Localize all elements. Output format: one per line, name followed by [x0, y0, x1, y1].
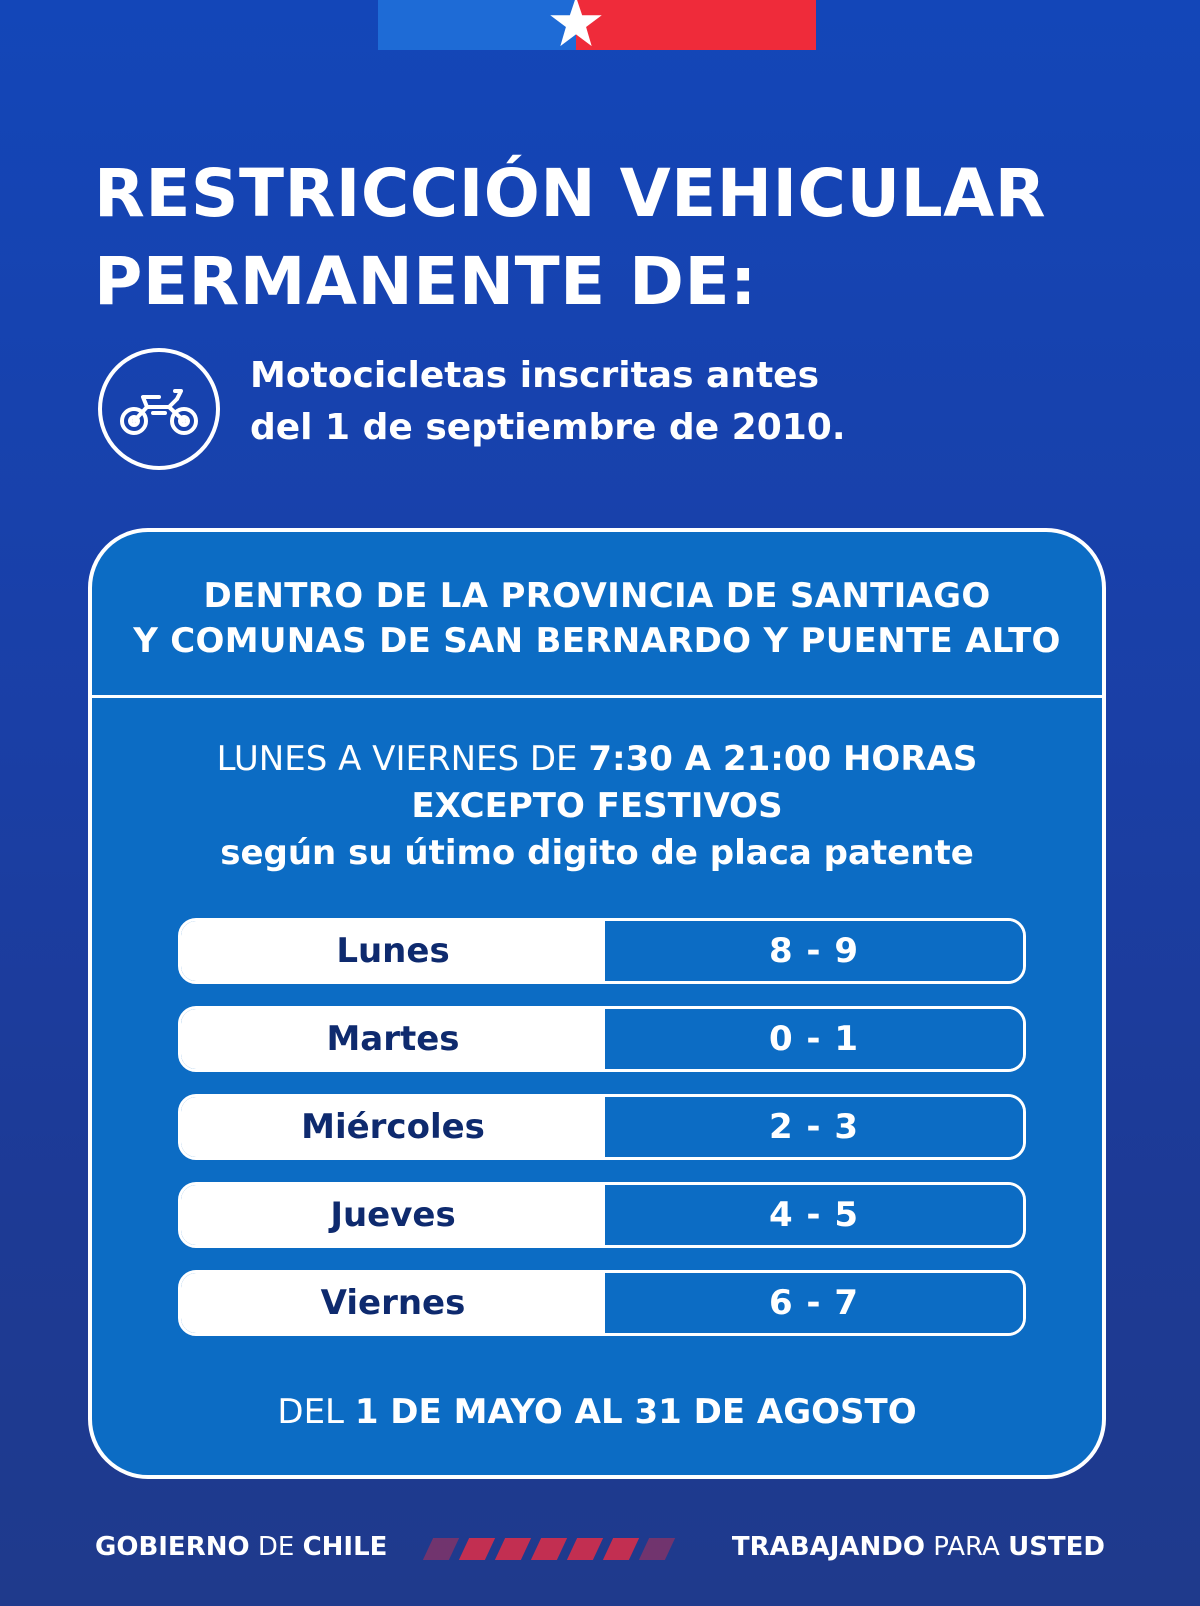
- footer-right-light: PARA: [924, 1532, 1009, 1562]
- schedule-note: según su útimo digito de placa patente: [220, 833, 974, 873]
- day-cell: Viernes: [181, 1273, 605, 1333]
- digits-cell: 8 - 9: [605, 921, 1023, 981]
- restriction-table: [178, 918, 1026, 1358]
- schedule-info: [92, 736, 1102, 877]
- footer-right-bold-1: TRABAJANDO: [731, 1532, 925, 1562]
- day-cell: Jueves: [181, 1185, 605, 1245]
- footer-right-bold-2: USTED: [1008, 1532, 1105, 1562]
- region-line-2: Y COMUNAS DE SAN BERNARDO Y PUENTE ALTO: [133, 621, 1061, 661]
- vehicle-line-1: Motocicletas inscritas antes: [250, 355, 820, 396]
- digits-cell: 4 - 5: [605, 1185, 1023, 1245]
- day-cell: Miércoles: [181, 1097, 605, 1157]
- digits-cell: 0 - 1: [605, 1009, 1023, 1069]
- trabajando-para-usted-slogan: [732, 1532, 1105, 1562]
- day-cell: Martes: [181, 1009, 605, 1069]
- table-row: [178, 1270, 1026, 1336]
- day-cell: Lunes: [181, 921, 605, 981]
- schedule-prefix: LUNES A VIERNES DE: [216, 739, 589, 779]
- title-line-2: PERMANENTE DE:: [94, 243, 757, 320]
- schedule-except: EXCEPTO FESTIVOS: [411, 786, 783, 826]
- region-line-1: DENTRO DE LA PROVINCIA DE SANTIAGO: [203, 576, 991, 616]
- decorative-stripes: [428, 1538, 698, 1560]
- card-divider: [92, 695, 1102, 698]
- region-heading: [92, 574, 1102, 664]
- footer-left-light: DE: [249, 1532, 303, 1562]
- period-prefix: DEL: [277, 1392, 355, 1432]
- period-dates: 1 DE MAYO AL 31 DE AGOSTO: [354, 1392, 917, 1432]
- flag-red-field: [576, 0, 816, 50]
- digits-cell: 2 - 3: [605, 1097, 1023, 1157]
- footer-left-bold-1: GOBIERNO: [95, 1532, 250, 1562]
- vehicle-line-2: del 1 de septiembre de 2010.: [250, 407, 846, 448]
- table-row: [178, 1182, 1026, 1248]
- motorcycle-icon: [117, 379, 201, 439]
- flag-blue-field: [378, 0, 576, 50]
- chile-flag: [378, 0, 816, 50]
- title-line-1: RESTRICCIÓN VEHICULAR: [94, 155, 1047, 232]
- restriction-card: [88, 528, 1106, 1479]
- motorcycle-badge: [98, 348, 220, 470]
- footer-left-bold-2: CHILE: [302, 1532, 388, 1562]
- table-row: [178, 918, 1026, 984]
- star-icon: [548, 0, 604, 50]
- schedule-line-2: [92, 783, 1102, 830]
- validity-period: [92, 1392, 1102, 1432]
- vehicle-description: [250, 350, 846, 454]
- schedule-hours: 7:30 A 21:00 HORAS: [588, 739, 978, 779]
- table-row: [178, 1094, 1026, 1160]
- table-row: [178, 1006, 1026, 1072]
- schedule-line-1: [92, 736, 1102, 783]
- digits-cell: 6 - 7: [605, 1273, 1023, 1333]
- page-title: [94, 150, 1046, 326]
- gobierno-de-chile-logo: [95, 1532, 387, 1562]
